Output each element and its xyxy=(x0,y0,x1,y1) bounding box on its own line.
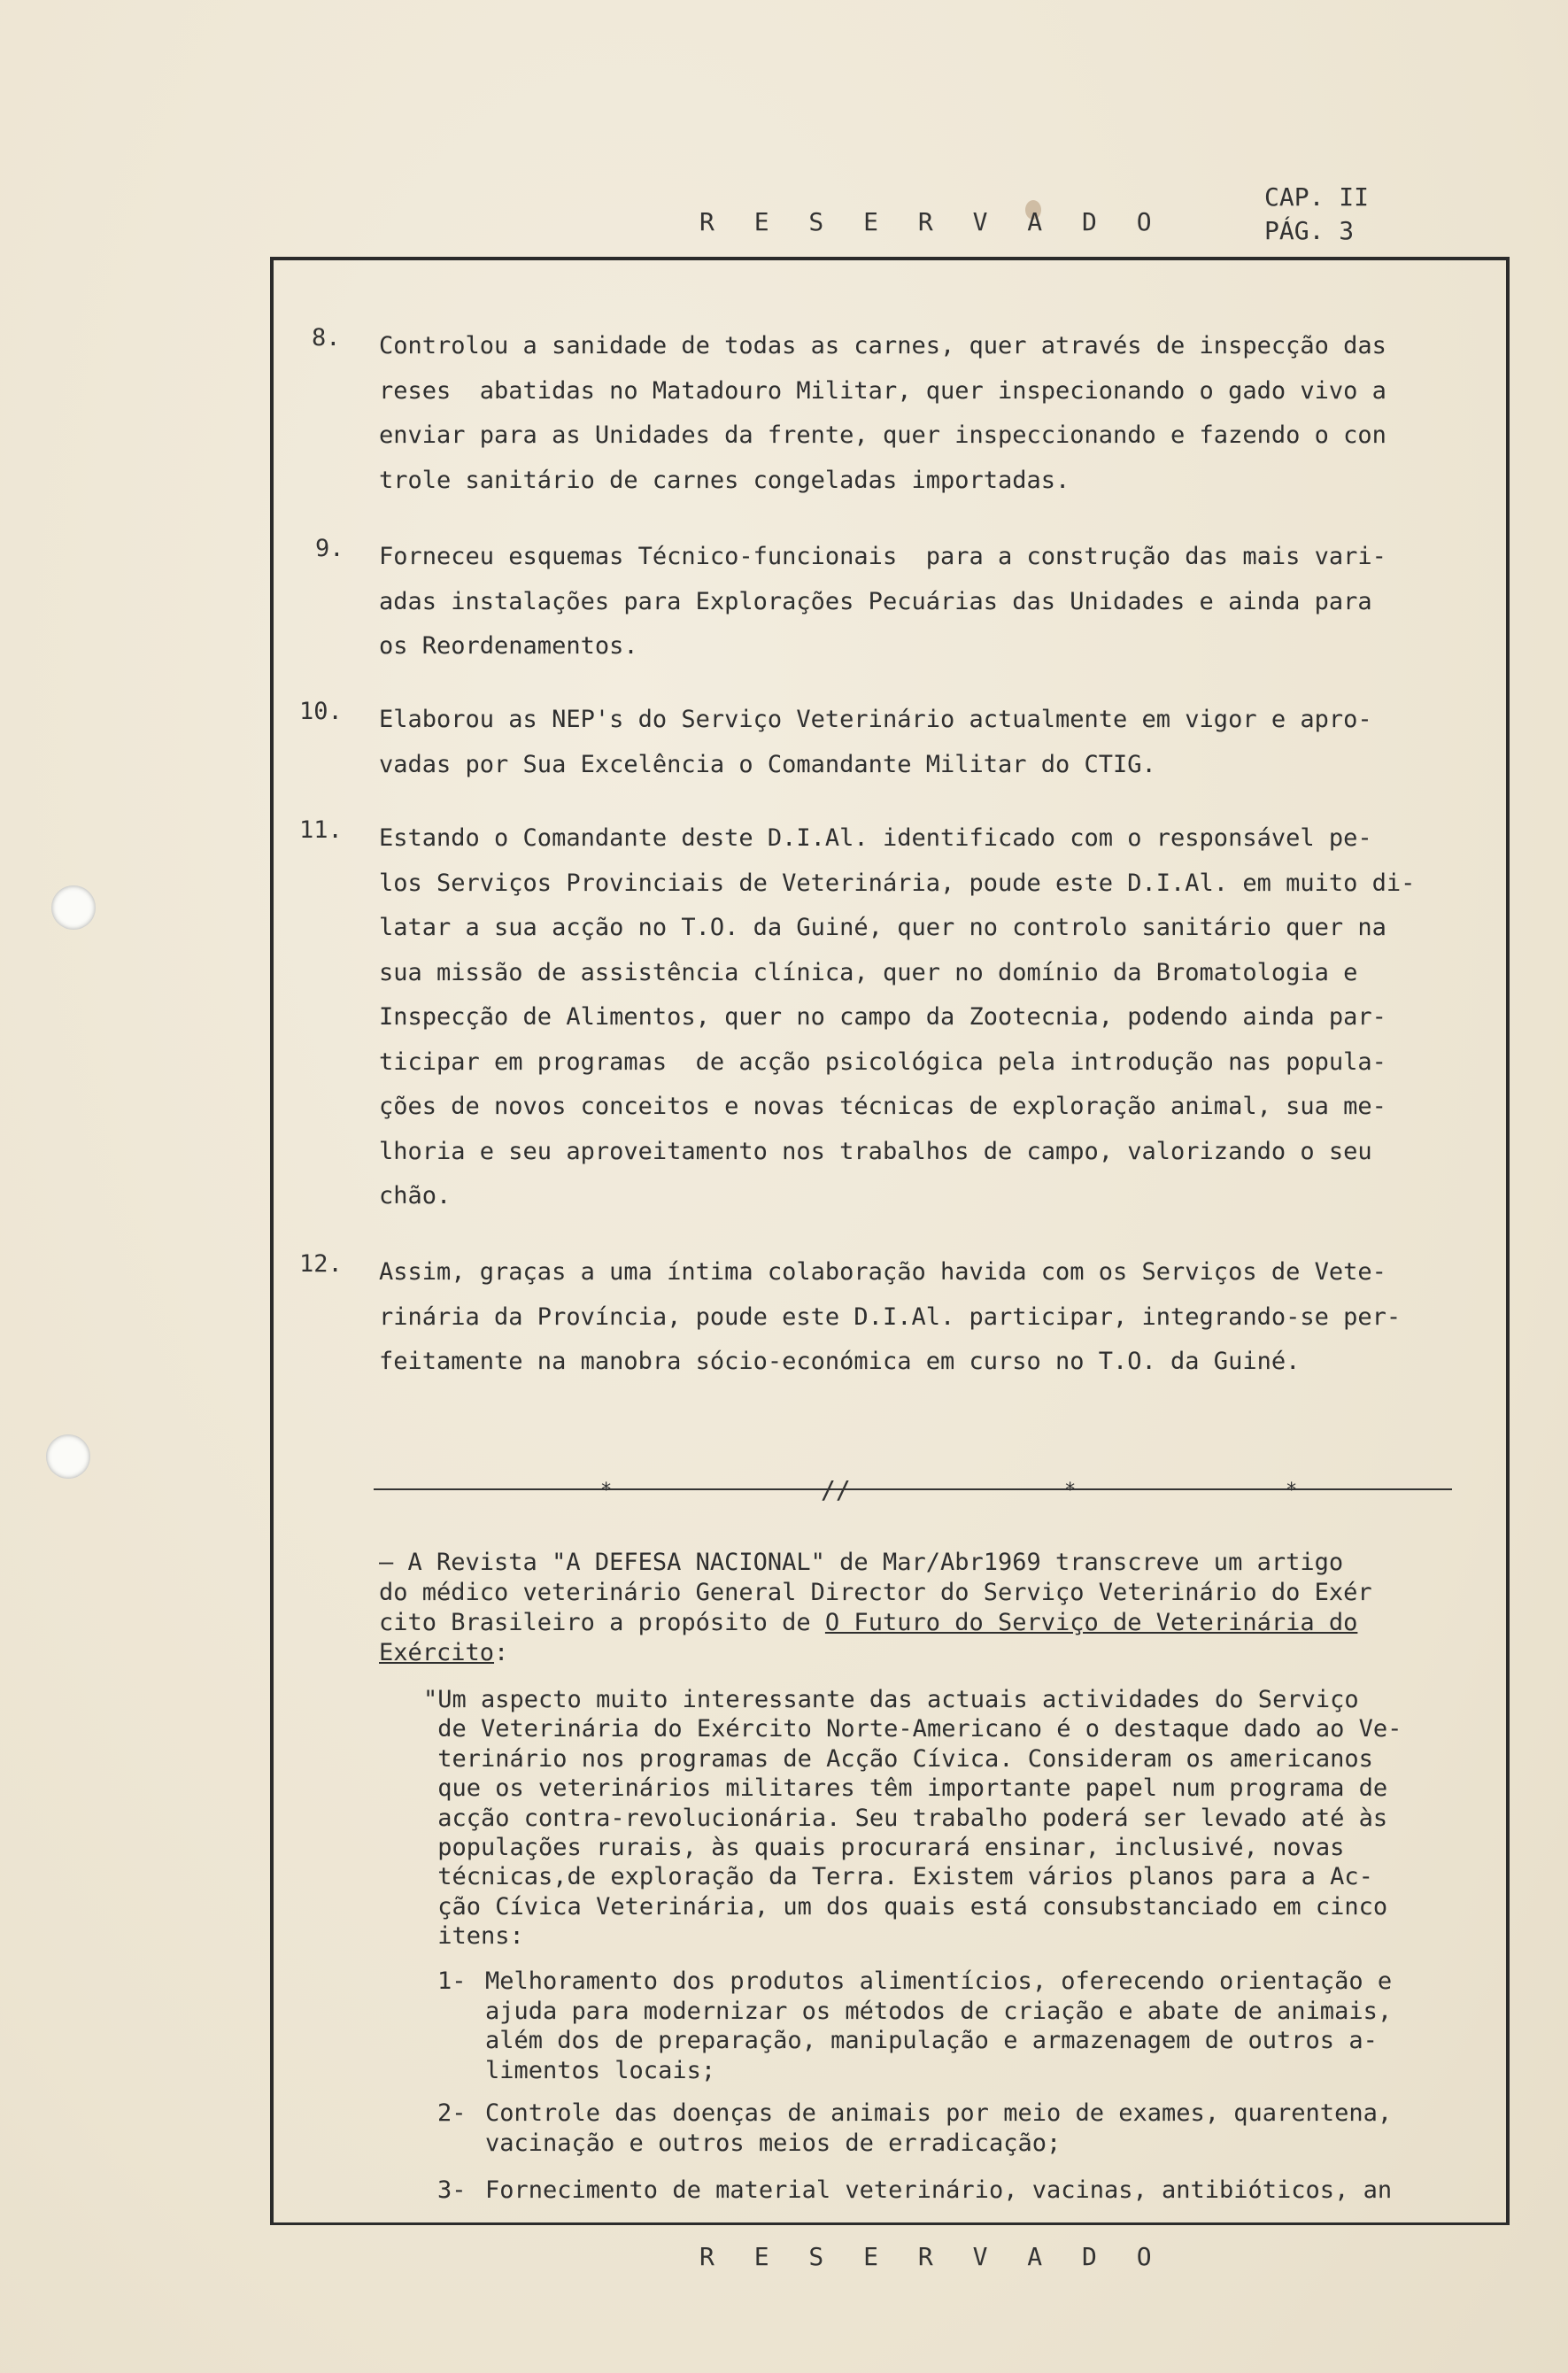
separator-slashes: // xyxy=(821,1479,851,1504)
text-line: vacinação e outros meios de erradicação; xyxy=(485,2129,1062,2157)
text-line: sua missão de assistência clínica, quer no domínio da Bromatologia e xyxy=(379,958,1358,986)
article-intro xyxy=(379,1548,1372,1668)
text-line: Forneceu esquemas Técnico-funcionais para a construção das mais vari- xyxy=(379,543,1386,570)
text-line: ajuda para modernizar os métodos de criação e abate de animais, xyxy=(485,1997,1393,2025)
text-line: Controlou a sanidade de todas as carnes, quer através de inspecção das xyxy=(379,332,1386,359)
item-number: 12. xyxy=(299,1250,343,1278)
text-line: além dos de preparação, manipulação e armazenagem de outros a- xyxy=(485,2027,1378,2054)
item-9-text xyxy=(379,535,1499,669)
list-marker: 2- xyxy=(437,2099,467,2127)
text-line: ticipar em programas de acção psicológica pela introdução nas popula- xyxy=(379,1047,1386,1076)
article-title-colon: : xyxy=(494,1639,509,1666)
text-line: os Reordenamentos. xyxy=(379,632,638,660)
section-separator xyxy=(374,1479,1452,1505)
punch-hole-bottom xyxy=(46,1434,90,1479)
text-line: ções de novos conceitos e novas técnicas de exploração animal, sua me- xyxy=(379,1093,1386,1120)
text-line: que os veterinários militares têm importante papel num programa de xyxy=(423,1774,1388,1803)
list-item-2 xyxy=(485,2099,1392,2158)
text-line: feitamente na manobra sócio-económica em curso no T.O. da Guiné. xyxy=(379,1348,1301,1375)
item-10-text xyxy=(379,698,1499,787)
text-line: enviar para as Unidades da frente, quer inspeccionando e fazendo o con xyxy=(379,421,1386,449)
separator-star: * xyxy=(1064,1480,1077,1502)
text-line: acção contra-revolucionária. Seu trabalho poderá ser levado até às xyxy=(423,1804,1388,1832)
text-line: Controle das doenças de animais por meio de exames, quarentena, xyxy=(485,2099,1393,2127)
list-item-3 xyxy=(485,2176,1392,2206)
text-line: Elaborou as NEP's do Serviço Veterinário actualmente em vigor e apro- xyxy=(379,706,1372,733)
footer-classification: R E S E R V A D O xyxy=(699,2242,1164,2271)
list-marker: 1- xyxy=(437,1967,467,1995)
text-line: Fornecimento de material veterinário, vacinas, antibióticos, an xyxy=(485,2176,1393,2204)
article-quote xyxy=(423,1685,1402,1952)
item-number: 8. xyxy=(312,324,341,352)
text-line: populações rurais, às quais procurará ensinar, inclusivé, novas xyxy=(423,1834,1345,1862)
text-line: técnicas,de exploração da Terra. Existem vários planos para a Ac- xyxy=(423,1863,1373,1891)
article-title-part1: O Futuro do Serviço de Veterinária do xyxy=(824,1609,1358,1636)
list-marker: 3- xyxy=(437,2176,467,2204)
separator-star: * xyxy=(600,1480,613,1502)
item-11-text xyxy=(379,816,1499,1219)
page-label: PÁG. 3 xyxy=(1264,216,1355,245)
item-8-text xyxy=(379,324,1499,503)
text-line: itens: xyxy=(423,1922,524,1951)
text-line: vadas por Sua Excelência o Comandante Militar do CTIG. xyxy=(379,750,1156,778)
text-line: ção Cívica Veterinária, um dos quais está consubstanciado em cinco xyxy=(423,1892,1388,1921)
text-line: "Um aspecto muito interessante das actuais actividades do Serviço xyxy=(423,1686,1359,1713)
text-line: — A Revista "A DEFESA NACIONAL" de Mar/Abr1969 transcreve um artigo xyxy=(379,1549,1344,1576)
chapter-page-reference xyxy=(1264,181,1369,248)
text-line: Assim, graças a uma íntima colaboração havida com os Serviços de Vete- xyxy=(379,1258,1386,1286)
chapter-label: CAP. II xyxy=(1264,182,1370,212)
item-number: 11. xyxy=(299,816,343,844)
text-line: do médico veterinário General Director do Serviço Veterinário do Exér xyxy=(379,1579,1372,1606)
text-line: Melhoramento dos produtos alimentícios, oferecendo orientação e xyxy=(485,1967,1393,1995)
item-number: 10. xyxy=(299,698,343,725)
item-number: 9. xyxy=(315,535,344,562)
list-item-1 xyxy=(485,1967,1392,2085)
text-line: limentos locais; xyxy=(485,2056,716,2084)
text-line: Inspecção de Alimentos, quer no campo da Zootecnia, podendo ainda par- xyxy=(379,1003,1386,1031)
text-line: trole sanitário de carnes congeladas importadas. xyxy=(379,466,1070,494)
text-line: los Serviços Provinciais de Veterinária, poude este D.I.Al. em muito di- xyxy=(379,869,1416,897)
punch-hole-top xyxy=(51,885,96,930)
text-line: Estando o Comandante deste D.I.Al. identificado com o responsável pe- xyxy=(379,824,1372,852)
item-12-text xyxy=(379,1250,1499,1385)
text-line: adas instalações para Explorações Pecuárias das Unidades e ainda para xyxy=(379,587,1372,615)
text-line: cito Brasileiro a propósito de xyxy=(379,1609,825,1636)
text-line: lhoria e seu aproveitamento nos trabalhos de campo, valorizando o seu xyxy=(379,1137,1372,1165)
text-line: latar a sua acção no T.O. da Guiné, quer no controlo sanitário quer na xyxy=(379,914,1386,941)
text-line: chão. xyxy=(379,1182,452,1210)
text-line: de Veterinária do Exército Norte-Americano é o destaque dado ao Ve- xyxy=(423,1715,1402,1743)
text-line: reses abatidas no Matadouro Militar, quer inspecionando o gado vivo a xyxy=(379,376,1386,405)
text-line: terinário nos programas de Acção Cívica. Consideram os americanos xyxy=(423,1744,1373,1773)
text-line: rinária da Província, poude este D.I.Al. participar, integrando-se per- xyxy=(379,1302,1402,1331)
separator-star: * xyxy=(1286,1480,1298,1502)
article-title-part2: Exército xyxy=(379,1639,495,1666)
header-classification: R E S E R V A D O xyxy=(699,207,1164,236)
